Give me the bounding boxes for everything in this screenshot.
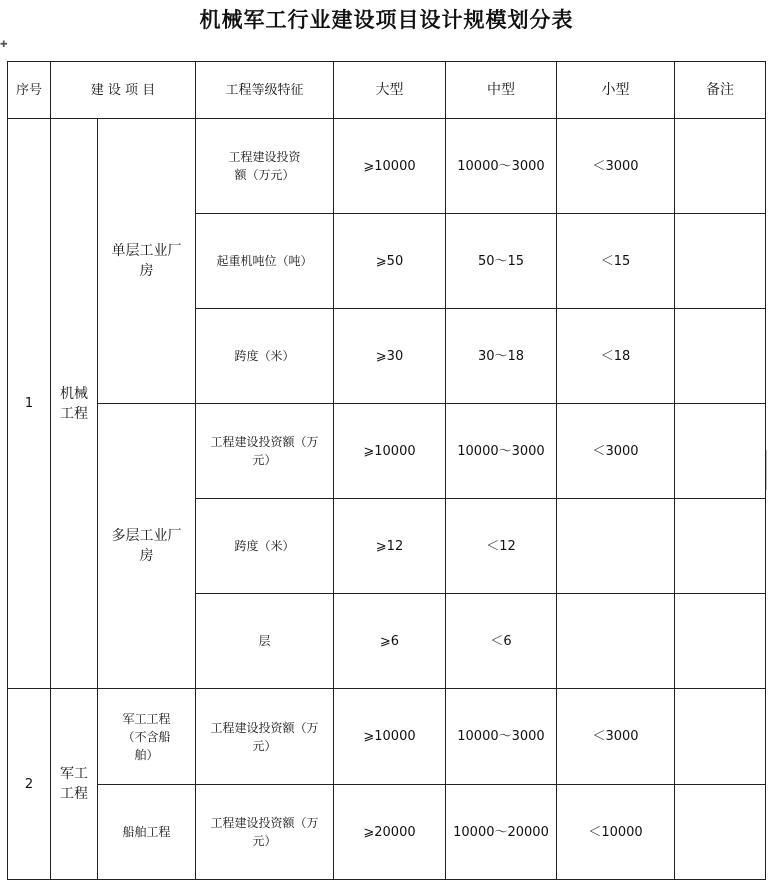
small-cell: ＜15 bbox=[557, 214, 675, 309]
scale-classification-table bbox=[7, 61, 766, 880]
header-medium: 中型 bbox=[446, 62, 557, 119]
feature-cell: 工程建设投资额（万元） bbox=[196, 119, 334, 214]
feature-cell: 起重机吨位（吨） bbox=[196, 214, 334, 309]
seq-cell: 2 bbox=[8, 689, 51, 880]
header-note: 备注 bbox=[675, 62, 766, 119]
header-seq: 序号 bbox=[8, 62, 51, 119]
large-cell: ⩾10000 bbox=[334, 689, 446, 785]
note-cell bbox=[675, 214, 766, 309]
category-cell: 军工工程 bbox=[51, 689, 98, 880]
seq-cell: 1 bbox=[8, 119, 51, 689]
subproject-cell: 单层工业厂房 bbox=[98, 119, 196, 404]
feature-cell: 工程建设投资额（万元） bbox=[196, 689, 334, 785]
note-cell bbox=[675, 785, 766, 880]
table-row bbox=[8, 689, 766, 785]
header-small: 小型 bbox=[557, 62, 675, 119]
medium-cell: ＜12 bbox=[446, 499, 557, 594]
note-cell bbox=[675, 499, 766, 594]
feature-cell: 层 bbox=[196, 594, 334, 689]
feature-cell: 跨度（米） bbox=[196, 309, 334, 404]
medium-cell: ＜6 bbox=[446, 594, 557, 689]
note-cell bbox=[675, 119, 766, 214]
header-project: 建 设 项 目 bbox=[51, 62, 196, 119]
feature-cell: 工程建设投资额（万元） bbox=[196, 785, 334, 880]
table-row bbox=[8, 785, 766, 880]
subproject-cell: 军工工程（不含船舶） bbox=[98, 689, 196, 785]
table-row bbox=[8, 404, 766, 499]
large-cell: ⩾10000 bbox=[334, 404, 446, 499]
small-cell bbox=[557, 594, 675, 689]
small-cell bbox=[557, 499, 675, 594]
large-cell: ⩾20000 bbox=[334, 785, 446, 880]
table-anchor-icon: ✚ bbox=[0, 40, 8, 50]
medium-cell: 10000～20000 bbox=[446, 785, 557, 880]
medium-cell: 10000～3000 bbox=[446, 689, 557, 785]
note-cell bbox=[675, 404, 766, 499]
small-cell: ＜10000 bbox=[557, 785, 675, 880]
small-cell: ＜3000 bbox=[557, 689, 675, 785]
small-cell: ＜3000 bbox=[557, 119, 675, 214]
feature-cell: 工程建设投资额（万元） bbox=[196, 404, 334, 499]
header-large: 大型 bbox=[334, 62, 446, 119]
small-cell: ＜3000 bbox=[557, 404, 675, 499]
large-cell: ⩾12 bbox=[334, 499, 446, 594]
document-title: 机械军工行业建设项目设计规模划分表 bbox=[199, 8, 574, 32]
header-row bbox=[8, 62, 766, 119]
medium-cell: 10000～3000 bbox=[446, 404, 557, 499]
medium-cell: 30～18 bbox=[446, 309, 557, 404]
large-cell: ⩾10000 bbox=[334, 119, 446, 214]
note-cell bbox=[675, 689, 766, 785]
feature-cell: 跨度（米） bbox=[196, 499, 334, 594]
large-cell: ⩾6 bbox=[334, 594, 446, 689]
note-cell bbox=[675, 594, 766, 689]
header-feature: 工程等级特征 bbox=[196, 62, 334, 119]
page-edge-marker bbox=[766, 450, 770, 490]
subproject-cell: 船舶工程 bbox=[98, 785, 196, 880]
note-cell bbox=[675, 309, 766, 404]
category-cell: 机械工程 bbox=[51, 119, 98, 689]
small-cell: ＜18 bbox=[557, 309, 675, 404]
large-cell: ⩾50 bbox=[334, 214, 446, 309]
subproject-cell: 多层工业厂房 bbox=[98, 404, 196, 689]
large-cell: ⩾30 bbox=[334, 309, 446, 404]
medium-cell: 50～15 bbox=[446, 214, 557, 309]
medium-cell: 10000～3000 bbox=[446, 119, 557, 214]
table-row bbox=[8, 119, 766, 214]
